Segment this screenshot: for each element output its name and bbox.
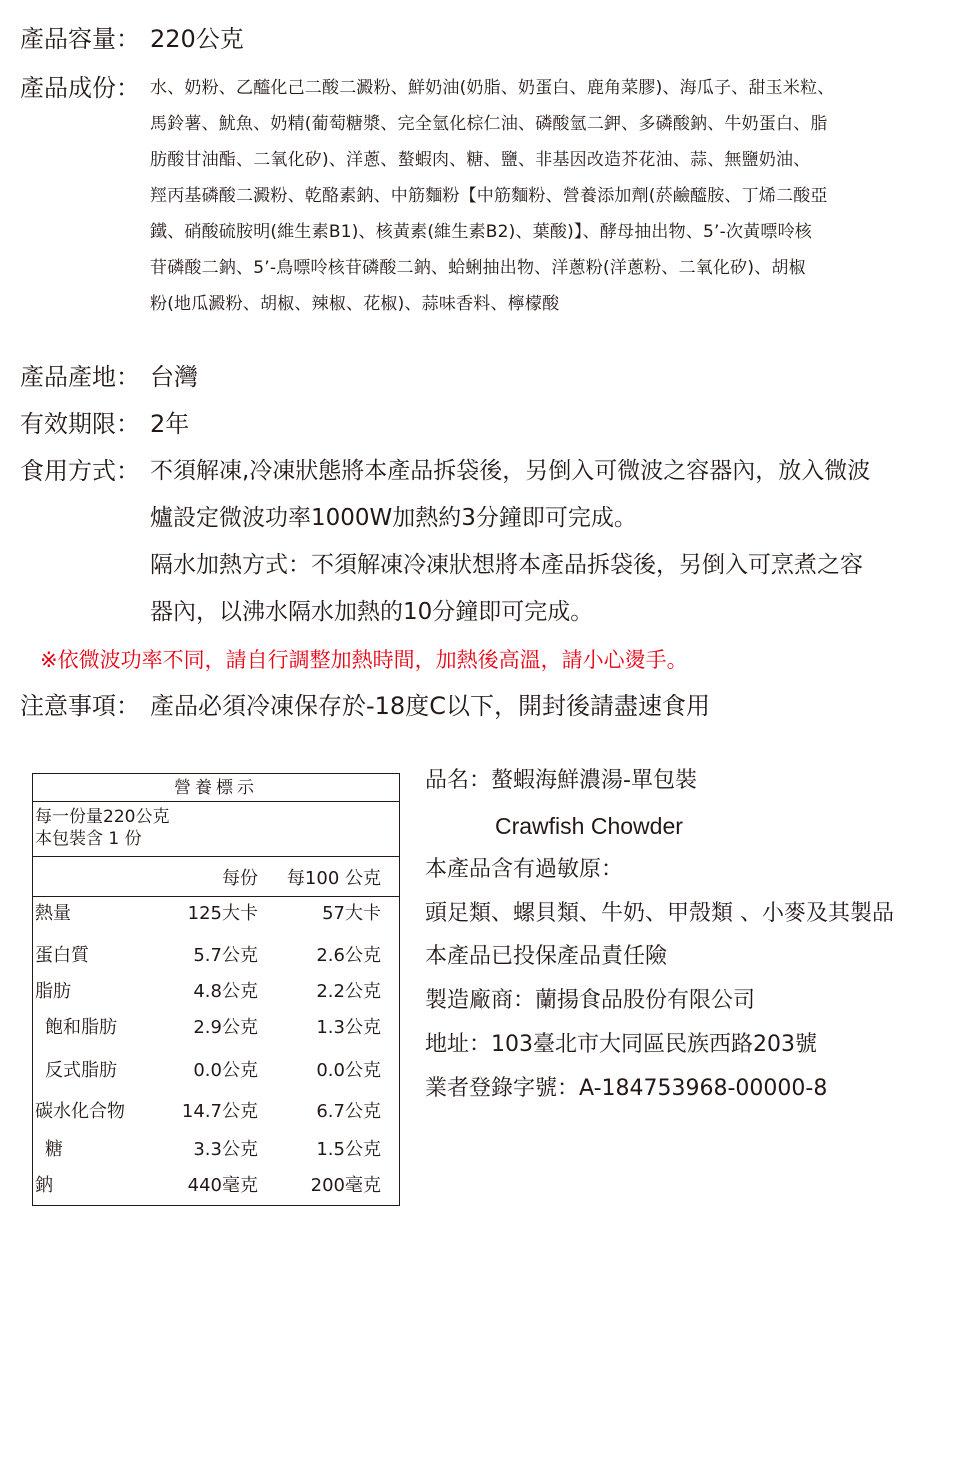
- ingredients-label: 產品成份：: [20, 74, 140, 102]
- table-divider: [33, 896, 399, 897]
- serving-size: 每一份量220公克: [35, 807, 170, 827]
- per-serving-value: 4.8公克: [193, 981, 258, 1002]
- per-100g-value: 6.7公克: [316, 1101, 381, 1122]
- liability-insurance: 本產品已投保產品責任險: [425, 944, 668, 969]
- nutrient-name: 脂肪: [35, 981, 71, 1002]
- nutrient-name: 鈉: [35, 1175, 53, 1196]
- per-100g-value: 200毫克: [310, 1175, 381, 1196]
- per-serving-value: 3.3公克: [193, 1139, 258, 1160]
- col-header-per-serving: 每份: [222, 868, 258, 889]
- expiry-value: 2年: [150, 410, 190, 438]
- origin-value: 台灣: [150, 363, 198, 391]
- ingredients-line: 苷磷酸二鈉、5’-鳥嘌呤核苷磷酸二鈉、蛤蜊抽出物、洋蔥粉(洋蔥粉、二氧化矽)、胡椒: [150, 258, 806, 278]
- nutrient-name: 糖: [45, 1139, 63, 1160]
- nutrient-name: 飽和脂肪: [45, 1017, 117, 1038]
- nutrient-name: 碳水化合物: [35, 1101, 125, 1122]
- product-name: 品名：螯蝦海鮮濃湯-單包裝: [425, 768, 697, 793]
- ingredients-line: 馬鈴薯、魷魚、奶精(葡萄糖漿、完全氫化棕仁油、磷酸氫二鉀、多磷酸鈉、牛奶蛋白、脂: [150, 114, 828, 134]
- notice-value: 產品必須冷凍保存於-18度C以下，開封後請盡速食用: [150, 692, 710, 720]
- heating-warning: ※依微波功率不同，請自行調整加熱時間，加熱後高溫，請小心燙手。: [40, 648, 688, 672]
- nutrition-row: [33, 1097, 399, 1127]
- nutrition-row: [33, 977, 399, 1007]
- per-100g-value: 2.6公克: [316, 945, 381, 966]
- per-100g-value: 0.0公克: [316, 1060, 381, 1081]
- usage-line: 爐設定微波功率1000W加熱約3分鐘即可完成。: [150, 505, 637, 531]
- nutrition-row: [33, 1056, 399, 1086]
- notice-label: 注意事項：: [20, 692, 140, 720]
- ingredients-line: 肪酸甘油酯、二氧化矽)、洋蔥、螯蝦肉、糖、鹽、非基因改造芥花油、蒜、無鹽奶油、: [150, 150, 811, 170]
- usage-label: 食用方式：: [20, 457, 140, 485]
- per-100g-value: 2.2公克: [316, 981, 381, 1002]
- nutrition-title: 營養標示: [33, 774, 399, 802]
- nutrition-table: [32, 773, 400, 1206]
- registration-number: 業者登錄字號：A-184753968-00000-8: [425, 1076, 828, 1101]
- per-100g-value: 1.3公克: [316, 1017, 381, 1038]
- usage-line: 器內，以沸水隔水加熱的10分鐘即可完成。: [150, 599, 594, 625]
- capacity-value: 220公克: [150, 25, 244, 53]
- usage-instructions: [150, 448, 870, 636]
- manufacturer: 製造廠商：蘭揚食品股份有限公司: [425, 988, 756, 1013]
- ingredients-line: 羥丙基磷酸二澱粉、乾酪素鈉、中筋麵粉【中筋麵粉、營養添加劑(菸鹼醯胺、丁烯二酸亞: [150, 186, 828, 206]
- per-100g-value: 57大卡: [322, 903, 381, 924]
- nutrition-row: [33, 1135, 399, 1165]
- nutrition-row: [33, 1013, 399, 1043]
- per-serving-value: 440毫克: [187, 1175, 258, 1196]
- col-header-per-100g: 每100 公克: [286, 868, 381, 889]
- address: 地址：103臺北市大同區民族西路203號: [425, 1032, 817, 1057]
- usage-line: 不須解凍,冷凍狀態將本產品拆袋後，另倒入可微波之容器內，放入微波: [150, 458, 871, 484]
- nutrient-name: 蛋白質: [35, 945, 89, 966]
- per-serving-value: 125大卡: [187, 903, 258, 924]
- table-divider: [33, 856, 399, 857]
- ingredients-list: [150, 70, 970, 322]
- per-100g-value: 1.5公克: [316, 1139, 381, 1160]
- ingredients-line: 粉(地瓜澱粉、胡椒、辣椒、花椒)、蒜味香料、檸檬酸: [150, 294, 560, 314]
- nutrition-row: [33, 899, 399, 929]
- servings-per-package: 本包裝含 1 份: [35, 829, 142, 849]
- per-serving-value: 5.7公克: [193, 945, 258, 966]
- capacity-label: 產品容量：: [20, 25, 140, 53]
- expiry-label: 有效期限：: [20, 410, 140, 438]
- usage-line: 隔水加熱方式：不須解凍冷凍狀想將本產品拆袋後，另倒入可烹煮之容: [150, 552, 863, 578]
- per-serving-value: 2.9公克: [193, 1017, 258, 1038]
- origin-label: 產品產地：: [20, 363, 140, 391]
- serving-info: [35, 806, 169, 850]
- per-serving-value: 14.7公克: [181, 1101, 258, 1122]
- nutrient-name: 反式脂肪: [45, 1060, 117, 1081]
- product-english-name: Crawfish Chowder: [495, 813, 683, 839]
- ingredients-line: 水、奶粉、乙醯化己二酸二澱粉、鮮奶油(奶脂、奶蛋白、鹿角菜膠)、海瓜子、甜玉米粒、: [150, 78, 835, 98]
- allergen-list: 頭足類、螺貝類、牛奶、甲殼類 、小麥及其製品: [425, 901, 894, 926]
- nutrient-name: 熱量: [35, 903, 71, 924]
- nutrition-row: [33, 941, 399, 971]
- allergen-title: 本產品含有過敏原：: [425, 857, 624, 882]
- nutrition-row: [33, 1171, 399, 1201]
- per-serving-value: 0.0公克: [193, 1060, 258, 1081]
- ingredients-line: 鐵、硝酸硫胺明(維生素B1)、核黃素(維生素B2)、葉酸)】、酵母抽出物、5’-次黃嘌呤核: [150, 222, 812, 242]
